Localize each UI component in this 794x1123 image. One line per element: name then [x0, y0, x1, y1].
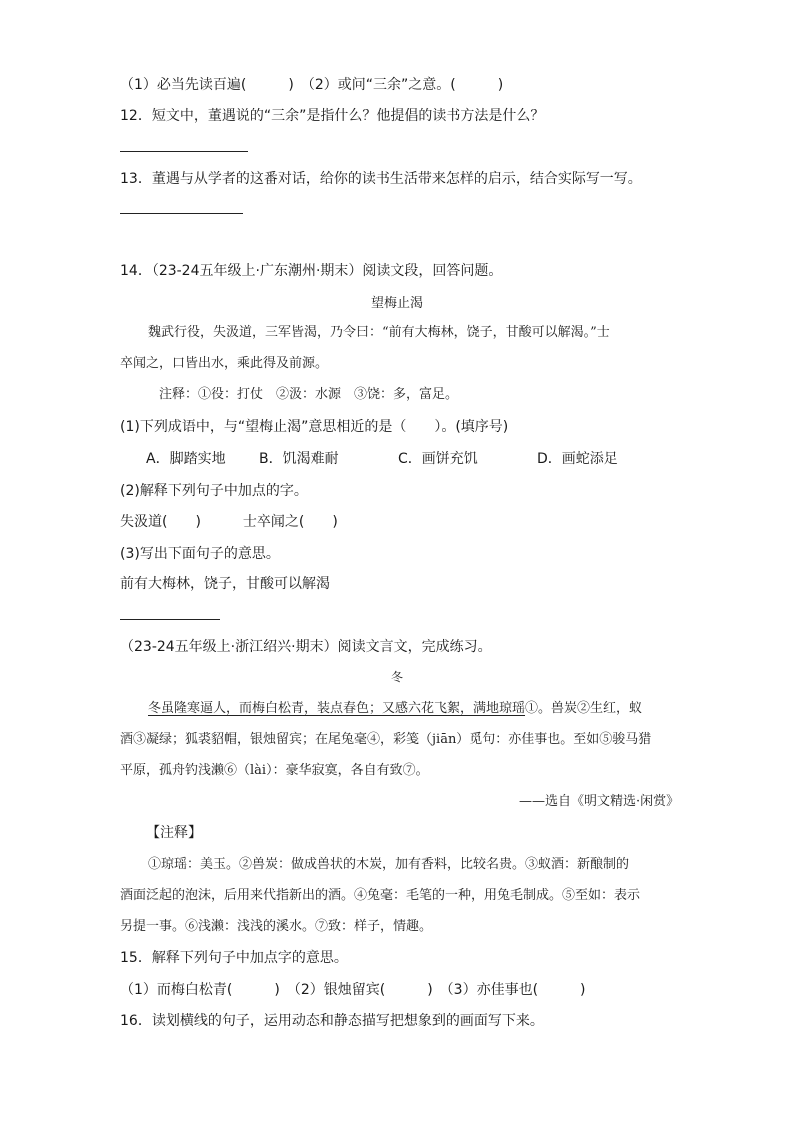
option-a[interactable]: A．脚踏实地	[146, 451, 226, 467]
underlined-sentence: 冬虽隆寒逼人，而梅白松青，装点春色；又感六花飞絮，满地琼瑶	[148, 701, 526, 716]
passage-2-source: ——选自《明文精选·闲赏》	[519, 794, 680, 809]
answer-line-12[interactable]	[120, 151, 248, 152]
passage-line: 魏武行役，失汲道，三军皆渴，乃令曰：“前有大梅林，饶子，甘酸可以解渴。”士	[148, 325, 610, 340]
question-16: 16．读划横线的句子，运用动态和静态描写把想象到的画面写下来。	[120, 1013, 544, 1029]
passage-2-line-1	[148, 699, 642, 719]
passage-line: 卒闻之，口皆出水，乘此得及前源。	[120, 356, 329, 371]
question-12: 12．短文中，董遇说的“三余”是指什么？他提倡的读书方法是什么？	[120, 108, 545, 124]
option-c[interactable]: C．画饼充饥	[398, 451, 478, 467]
sub-question-2: (2)解释下列句子中加点的字。	[120, 483, 308, 499]
answer-line-13[interactable]	[120, 213, 243, 214]
option-b[interactable]: B．饥渴难耐	[259, 451, 339, 467]
sub-question-2-blanks: 失汲道( ) 士卒闻之( )	[120, 514, 338, 530]
question-14-header: 14．（23-24五年级上·广东潮州·期末）阅读文段，回答问题。	[120, 263, 503, 279]
question-15: 15．解释下列句子中加点字的意思。	[120, 950, 348, 966]
notes-line-2: 酒面泛起的泡沫，后用来代指新出的酒。④兔毫：毛笔的一种，用兔毛制成。⑤至如：表示	[120, 888, 641, 903]
passage-2-line-1-rest: ①。兽炭②生红，蚁	[525, 701, 643, 716]
notes-heading: 【注释】	[146, 825, 202, 841]
notes-line-1: ①琼瑶：美玉。②兽炭：做成兽状的木炭，加有香料，比较名贵。③蚁酒：新酿制的	[148, 857, 630, 872]
passage-title: 望梅止渴	[370, 296, 423, 311]
question-15-parts: （1）而梅白松青( ) （2）银烛留宾( ) （3）亦佳事也( )	[120, 982, 586, 998]
passage-2-line-3: 平原，孤舟钓浅濑⑥（lài）：豪华寂寞，各自有致⑦。	[120, 763, 429, 778]
question-13: 13．董遇与从学者的这番对话，给你的读书生活带来怎样的启示，结合实际写一写。	[120, 171, 642, 187]
answer-line-14[interactable]	[120, 619, 220, 620]
sub-question-3-sentence: 前有大梅林，饶子，甘酸可以解渴	[120, 576, 330, 592]
passage-2-title: 冬	[390, 670, 403, 684]
sub-question-3: (3)写出下面句子的意思。	[120, 546, 280, 562]
passage-notes: 注释：①役：打仗 ②汲：水源 ③饶：多，富足。	[159, 387, 459, 402]
passage-2-line-2: 酒③凝绿；狐裘貂帽，银烛留宾；在尾兔毫④，彩笺（jiān）觅句：亦佳事也。至如⑤骏马猎	[120, 732, 652, 747]
passage-2-header: （23-24五年级上·浙江绍兴·期末）阅读文言文，完成练习。	[120, 639, 492, 655]
option-d[interactable]: D．画蛇添足	[537, 451, 618, 467]
sub-question-1: (1)下列成语中，与“望梅止渴”意思相近的是（ ）。(填序号)	[120, 419, 509, 435]
notes-line-3: 另提一事。⑥浅濑：浅浅的溪水。⑦致：样子，情趣。	[120, 919, 433, 934]
q11-parts: （1）必当先读百遍( ) （2）或问“三余”之意。( )	[120, 77, 504, 93]
